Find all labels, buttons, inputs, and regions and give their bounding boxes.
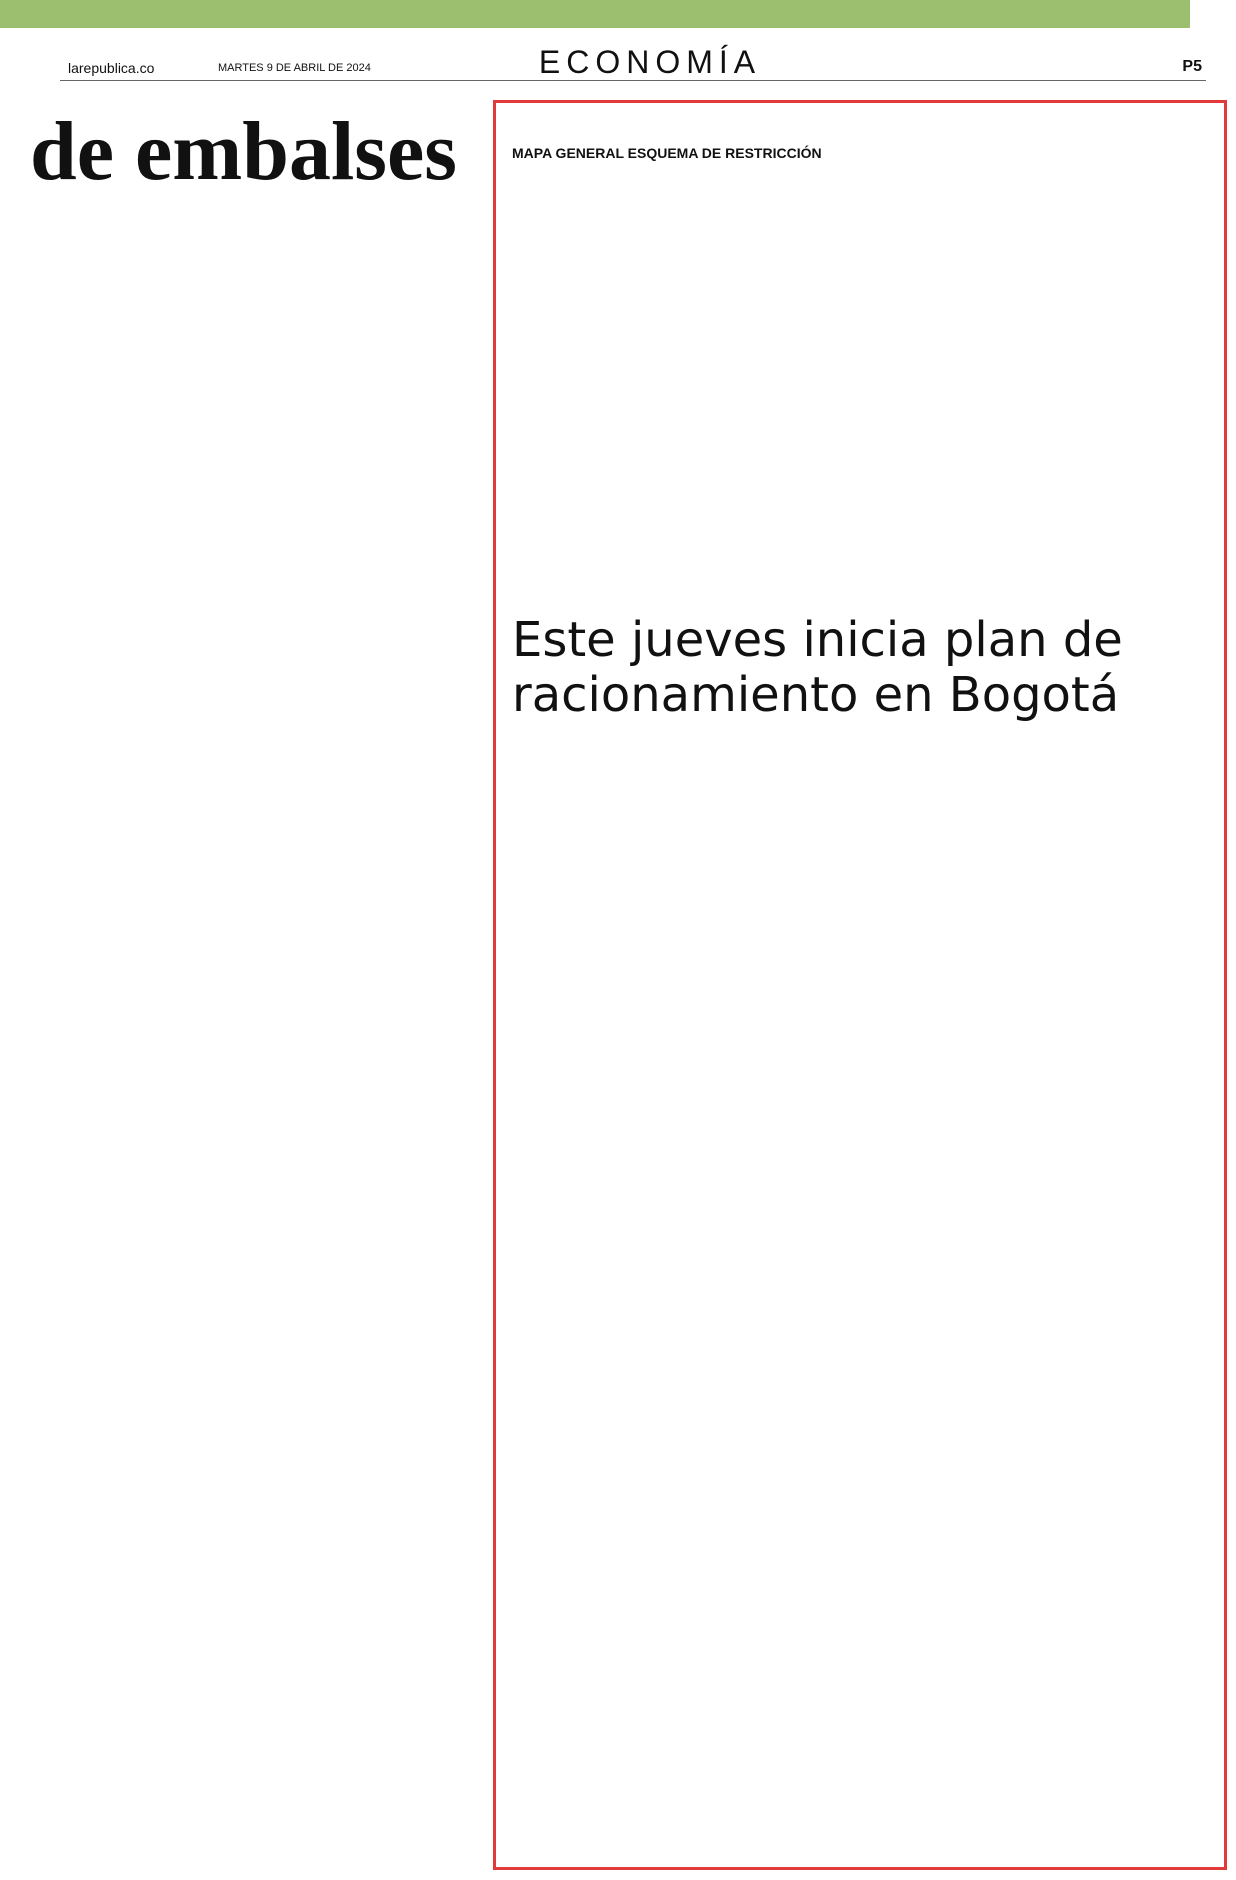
racionamiento-article	[493, 100, 1227, 1870]
issue-date: MARTES 9 DE ABRIL DE 2024	[218, 62, 371, 74]
page-number: P5	[1182, 58, 1202, 75]
site-name[interactable]: larepublica.co	[68, 60, 155, 76]
top-band	[0, 0, 1190, 28]
main-headline: Este jueves inicia plan de racionamiento en Bogotá	[512, 612, 1123, 724]
map-title: MAPA GENERAL ESQUEMA DE RESTRICCIÓN	[512, 145, 822, 161]
masthead	[60, 28, 1206, 81]
section-title: ECONOMÍA	[538, 44, 762, 80]
left-headline: de embalses	[30, 105, 457, 198]
left-article	[30, 105, 470, 198]
